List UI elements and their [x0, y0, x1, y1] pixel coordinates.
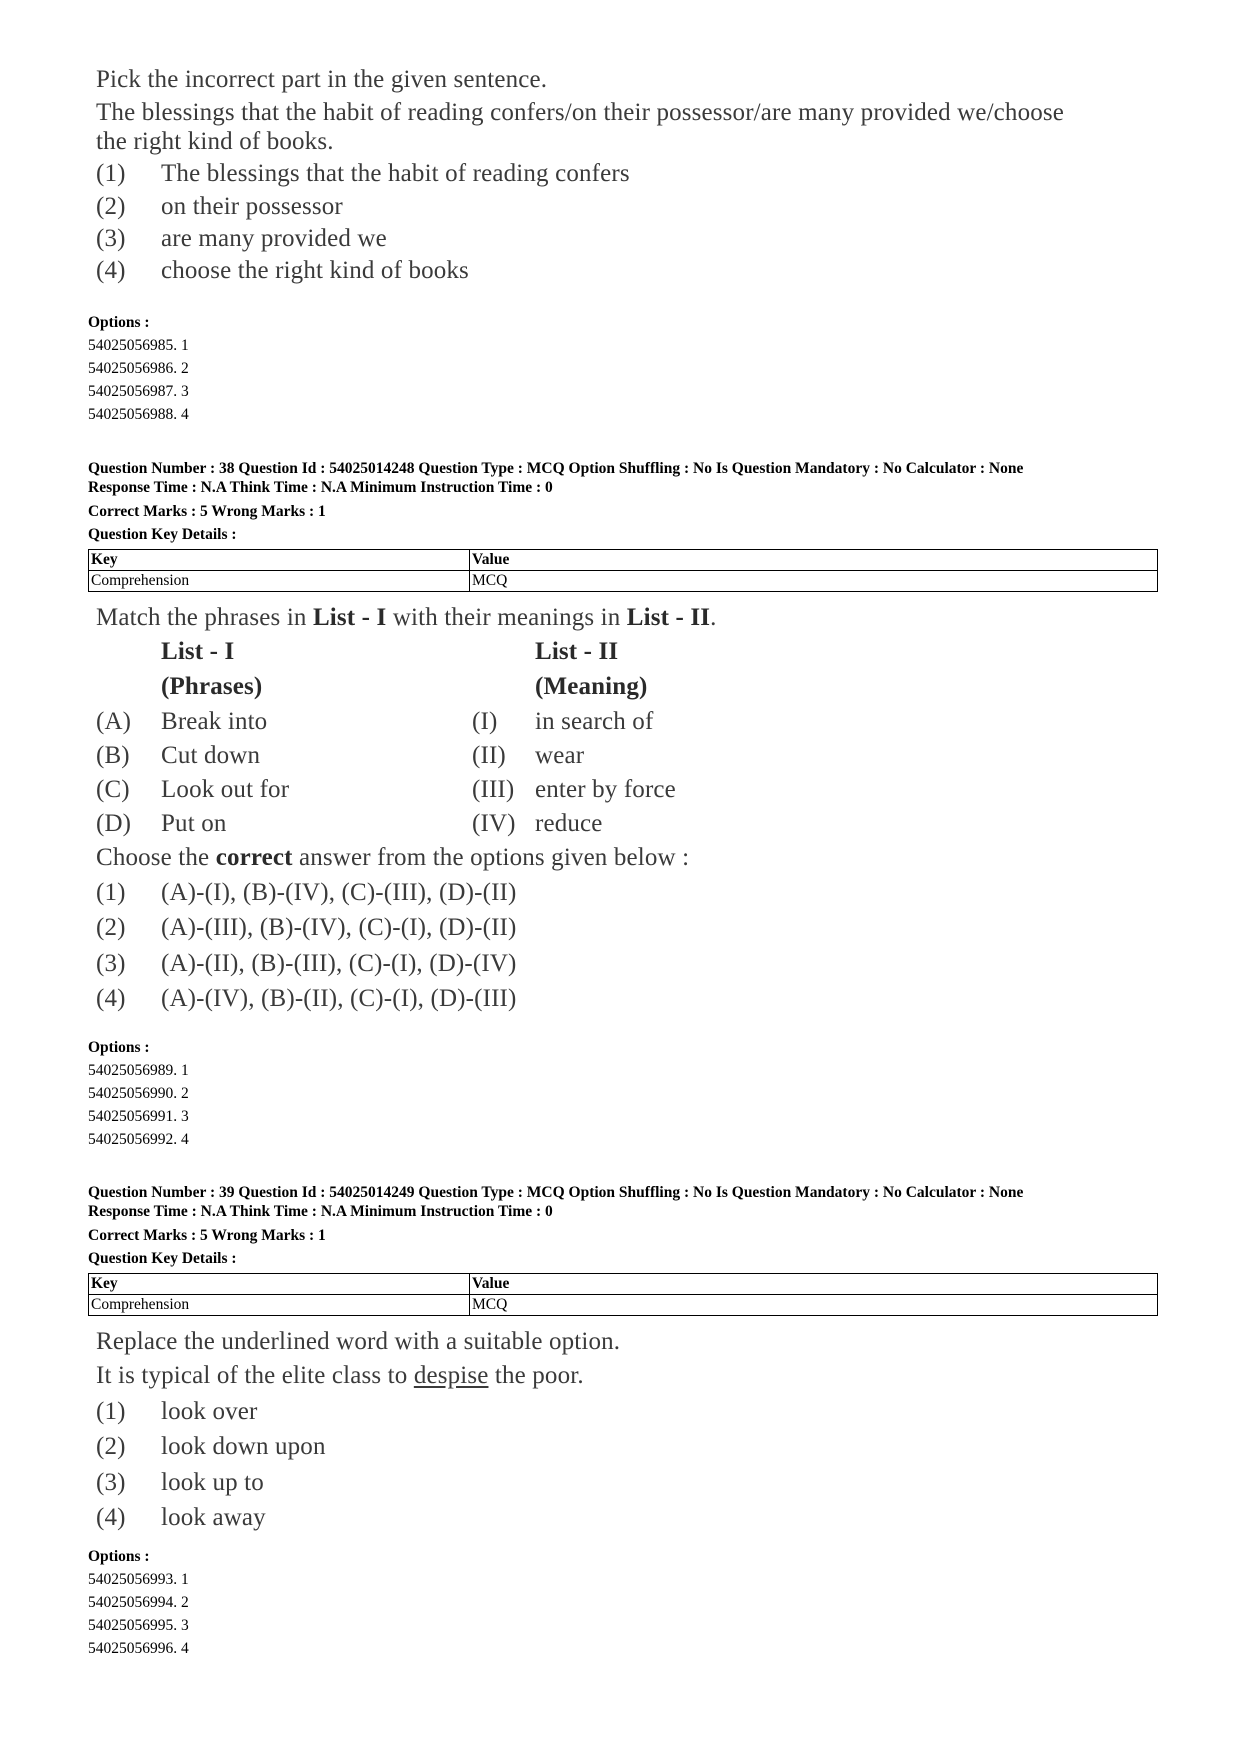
q38-choice-4-text: (A)-(IV), (B)-(II), (C)-(I), (D)-(III) [161, 985, 517, 1012]
row-c-meaning: enter by force [535, 776, 676, 803]
q38-meta-line2: Response Time : N.A Think Time : N.A Minimum Instruction Time : 0 [88, 479, 553, 496]
table-header-row [89, 1274, 1158, 1295]
q39-options-label: Options : [88, 1548, 150, 1565]
q38-choice-3-text: (A)-(II), (B)-(III), (C)-(I), (D)-(IV) [161, 950, 517, 977]
key-header: Key [89, 550, 470, 571]
q38-prompt-part: . [710, 604, 717, 631]
value-header: Value [470, 1274, 1158, 1295]
q37-options-label: Options : [88, 314, 150, 331]
row-d-roman: (IV) [472, 810, 516, 837]
q37-choice-2-text: on their possessor [161, 193, 343, 220]
list2-subtitle: (Meaning) [535, 673, 648, 700]
value-header: Value [470, 550, 1158, 571]
q38-choice-3-num: (3) [96, 950, 126, 977]
q38-choice-1-num: (1) [96, 879, 126, 906]
q39-sentence [96, 1360, 584, 1392]
q37-sentence-line1: The blessings that the habit of reading confers/on their possessor/are many provided we/choose [96, 99, 1065, 126]
row-b-label: (B) [96, 742, 130, 769]
q39-option-2: 54025056994. 2 [88, 1594, 189, 1611]
q38-prompt [96, 602, 717, 634]
q38-choose-part: answer from the options given below : [292, 844, 690, 871]
q39-sentence-part: the poor. [488, 1362, 584, 1389]
table-row [89, 1295, 1158, 1316]
q37-choice-4-text: choose the right kind of books [161, 257, 469, 284]
q39-prompt: Replace the underlined word with a suitable option. [96, 1328, 621, 1355]
value-cell: MCQ [470, 571, 1158, 592]
q39-key-table [88, 1273, 1158, 1316]
q38-option-4: 54025056992. 4 [88, 1131, 189, 1148]
q39-choice-1-text: look over [161, 1398, 258, 1425]
row-a-roman: (I) [472, 708, 498, 735]
q38-option-2: 54025056990. 2 [88, 1085, 189, 1102]
q39-choice-3-num: (3) [96, 1469, 126, 1496]
q39-choice-4-num: (4) [96, 1504, 126, 1531]
row-c-roman: (III) [472, 776, 515, 803]
q39-choice-4-text: look away [161, 1504, 266, 1531]
q38-marks: Correct Marks : 5 Wrong Marks : 1 [88, 503, 326, 520]
q38-prompt-list2: List - II [626, 604, 711, 631]
q38-prompt-part: with their meanings in [386, 604, 627, 631]
q37-choice-3-num: (3) [96, 225, 126, 252]
q38-choice-2-text: (A)-(III), (B)-(IV), (C)-(I), (D)-(II) [161, 914, 517, 941]
list1-subtitle: (Phrases) [161, 673, 263, 700]
q38-options-label: Options : [88, 1039, 150, 1056]
key-cell: Comprehension [89, 1295, 470, 1316]
q39-meta-line1: Question Number : 39 Question Id : 54025014249 Question Type : MCQ Option Shuffling : No Is Question Mandatory : No Calculator : None [88, 1184, 1024, 1201]
q39-option-1: 54025056993. 1 [88, 1571, 189, 1588]
q38-choice-4-num: (4) [96, 985, 126, 1012]
row-b-roman: (II) [472, 742, 506, 769]
q39-marks: Correct Marks : 5 Wrong Marks : 1 [88, 1227, 326, 1244]
q37-prompt: Pick the incorrect part in the given sentence. [96, 66, 548, 93]
row-a-phrase: Break into [161, 708, 268, 735]
row-b-meaning: wear [535, 742, 585, 769]
q38-option-3: 54025056991. 3 [88, 1108, 189, 1125]
q39-sentence-part: It is typical of the elite class to [96, 1362, 414, 1389]
row-a-label: (A) [96, 708, 132, 735]
q37-choice-3-text: are many provided we [161, 225, 387, 252]
q37-choice-1-text: The blessings that the habit of reading confers [161, 160, 630, 187]
table-row [89, 571, 1158, 592]
q38-option-1: 54025056989. 1 [88, 1062, 189, 1079]
row-c-label: (C) [96, 776, 130, 803]
q39-option-4: 54025056996. 4 [88, 1640, 189, 1657]
table-header-row [89, 550, 1158, 571]
q39-choice-2-num: (2) [96, 1433, 126, 1460]
row-c-phrase: Look out for [161, 776, 290, 803]
q37-option-2: 54025056986. 2 [88, 360, 189, 377]
q38-prompt-list1: List - I [312, 604, 387, 631]
row-d-label: (D) [96, 810, 132, 837]
value-cell: MCQ [470, 1295, 1158, 1316]
q37-choice-2-num: (2) [96, 193, 126, 220]
list2-title: List - II [535, 638, 619, 665]
q38-key-table [88, 549, 1158, 592]
q39-key-details-label: Question Key Details : [88, 1250, 237, 1267]
q38-choice-1-text: (A)-(I), (B)-(IV), (C)-(III), (D)-(II) [161, 879, 517, 906]
q39-choice-2-text: look down upon [161, 1433, 326, 1460]
key-cell: Comprehension [89, 571, 470, 592]
q38-choose-part: Choose the [96, 844, 216, 871]
q37-option-3: 54025056987. 3 [88, 383, 189, 400]
q37-option-1: 54025056985. 1 [88, 337, 189, 354]
q38-choice-2-num: (2) [96, 914, 126, 941]
q38-meta-line1: Question Number : 38 Question Id : 54025014248 Question Type : MCQ Option Shuffling : No Is Question Mandatory : No Calculator : None [88, 460, 1024, 477]
list1-title: List - I [161, 638, 235, 665]
row-b-phrase: Cut down [161, 742, 261, 769]
q37-option-4: 54025056988. 4 [88, 406, 189, 423]
q39-choice-3-text: look up to [161, 1469, 264, 1496]
q38-key-details-label: Question Key Details : [88, 526, 237, 543]
row-d-phrase: Put on [161, 810, 227, 837]
row-d-meaning: reduce [535, 810, 603, 837]
q38-choose-instruction [96, 842, 689, 874]
q37-sentence-line2: the right kind of books. [96, 128, 334, 155]
q38-choose-correct: correct [215, 844, 293, 871]
key-header: Key [89, 1274, 470, 1295]
q37-choice-4-num: (4) [96, 257, 126, 284]
q37-choice-1-num: (1) [96, 160, 126, 187]
q38-prompt-part: Match the phrases in [96, 604, 313, 631]
q39-option-3: 54025056995. 3 [88, 1617, 189, 1634]
q39-meta-line2: Response Time : N.A Think Time : N.A Minimum Instruction Time : 0 [88, 1203, 553, 1220]
q39-underlined-word: despise [413, 1362, 489, 1389]
row-a-meaning: in search of [535, 708, 654, 735]
q39-choice-1-num: (1) [96, 1398, 126, 1425]
